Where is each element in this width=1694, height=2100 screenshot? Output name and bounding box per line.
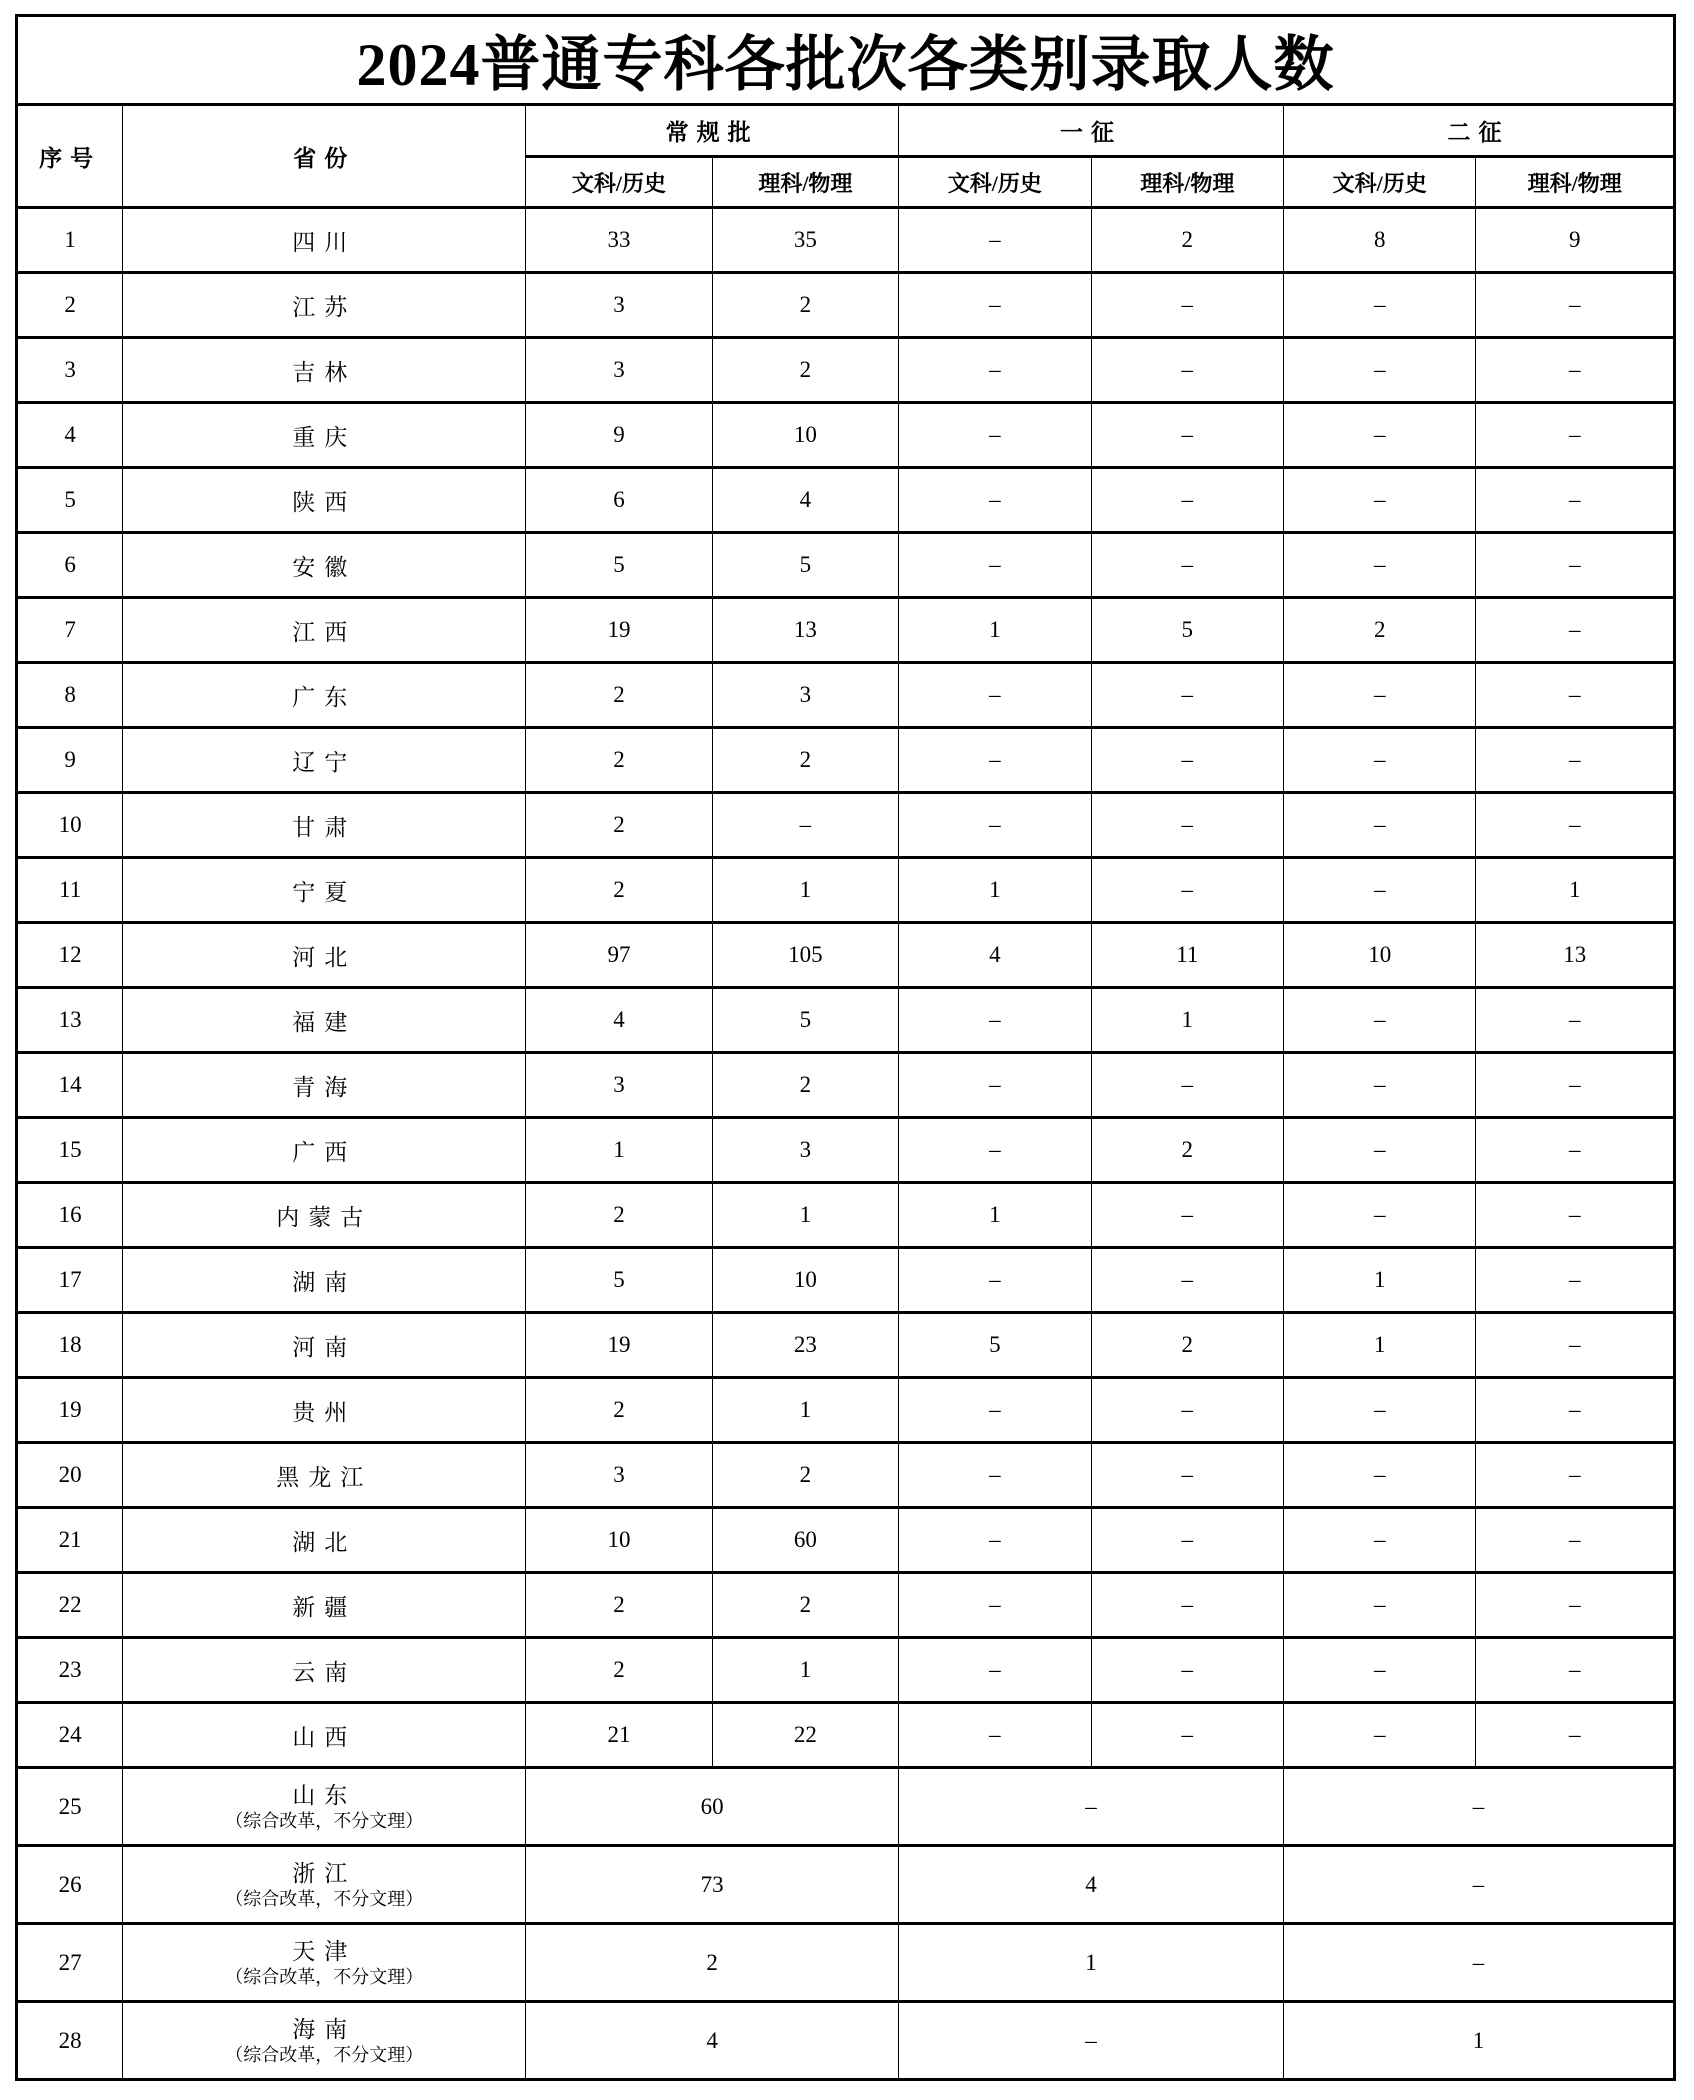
value-cell: 1 [1091,988,1283,1053]
value-cell: – [899,403,1091,468]
value-cell: 2 [1091,1118,1283,1183]
value-cell: 2 [526,728,712,793]
value-cell: – [1284,533,1476,598]
value-cell: – [1476,468,1675,533]
value-cell: – [899,793,1091,858]
province-name: 河北 [123,923,526,988]
value-cell: 11 [1091,923,1283,988]
value-cell: 5 [1091,598,1283,663]
table-row [17,988,1675,1053]
value-cell: 1 [1476,858,1675,923]
value-cell: – [1091,1443,1283,1508]
province-name: 安徽 [123,533,526,598]
value-cell: 2 [526,1378,712,1443]
value-cell: 6 [526,468,712,533]
value-cell: – [1091,1573,1283,1638]
value-cell: 2 [712,273,898,338]
value-cell: 1 [712,1378,898,1443]
value-cell: 10 [1284,923,1476,988]
value-cell: 3 [526,338,712,403]
province-cell [123,2002,526,2080]
value-cell: – [899,1378,1091,1443]
value-cell: – [1091,403,1283,468]
province-note: （综合改革，不分文理） [225,2044,424,2065]
value-cell: 5 [712,988,898,1053]
row-index: 4 [17,403,123,468]
value-cell: – [899,988,1091,1053]
value-cell: 1 [1284,2002,1675,2080]
province-name: 河南 [123,1313,526,1378]
value-cell: 1 [526,1118,712,1183]
table-row [17,1313,1675,1378]
province-name: 山东 [292,1782,357,1808]
province-name: 内蒙古 [123,1183,526,1248]
value-cell: – [1091,1508,1283,1573]
value-cell: – [712,793,898,858]
value-cell: 2 [1284,598,1476,663]
value-cell: 2 [1091,208,1283,273]
value-cell: 60 [526,1768,899,1846]
table-row [17,793,1675,858]
value-cell: – [1476,1313,1675,1378]
row-index: 15 [17,1118,123,1183]
value-cell: – [1476,273,1675,338]
row-index: 8 [17,663,123,728]
page-title: 2024普通专科各批次各类别录取人数 [17,16,1675,105]
province-name: 陕西 [123,468,526,533]
value-cell: – [1284,338,1476,403]
value-cell: – [1476,793,1675,858]
value-cell: – [1284,1053,1476,1118]
row-index: 14 [17,1053,123,1118]
table-row [17,273,1675,338]
value-cell: – [1284,1638,1476,1703]
header-group-row [17,105,1675,157]
value-cell: – [1091,663,1283,728]
value-cell: 4 [899,1846,1284,1924]
table-row [17,1053,1675,1118]
province-name: 青海 [123,1053,526,1118]
value-cell: – [1284,1768,1675,1846]
value-cell: 1 [712,1638,898,1703]
column-header-regular-science: 理科/物理 [712,157,898,208]
value-cell: – [1476,403,1675,468]
table-row [17,858,1675,923]
province-name: 浙江 [292,1860,357,1886]
column-header-second-arts: 文科/历史 [1284,157,1476,208]
province-name: 广东 [123,663,526,728]
province-note: （综合改革，不分文理） [225,1888,424,1909]
province-name: 黑龙江 [123,1443,526,1508]
province-name: 甘肃 [123,793,526,858]
value-cell: – [1284,1703,1476,1768]
value-cell: 1 [712,1183,898,1248]
row-index: 25 [17,1768,123,1846]
value-cell: 1 [1284,1313,1476,1378]
row-index: 6 [17,533,123,598]
column-group-first-solicitation: 一征 [899,105,1284,157]
row-index: 12 [17,923,123,988]
value-cell: – [1284,1183,1476,1248]
row-index: 18 [17,1313,123,1378]
value-cell: 35 [712,208,898,273]
value-cell: – [899,1053,1091,1118]
value-cell: – [1476,728,1675,793]
province-name: 云南 [123,1638,526,1703]
row-index: 16 [17,1183,123,1248]
value-cell: 1 [899,598,1091,663]
value-cell: – [1091,338,1283,403]
value-cell: – [899,728,1091,793]
column-group-regular-batch: 常规批 [526,105,899,157]
value-cell: – [1284,1924,1675,2002]
row-index: 19 [17,1378,123,1443]
value-cell: – [1476,1118,1675,1183]
value-cell: 1 [899,858,1091,923]
value-cell: – [899,1703,1091,1768]
value-cell: – [1091,858,1283,923]
value-cell: – [1284,793,1476,858]
value-cell: – [1091,1638,1283,1703]
value-cell: – [899,2002,1284,2080]
value-cell: – [1476,1508,1675,1573]
value-cell: – [1284,663,1476,728]
province-name: 江苏 [123,273,526,338]
value-cell: 97 [526,923,712,988]
value-cell: 2 [1091,1313,1283,1378]
value-cell: 2 [712,338,898,403]
value-cell: 3 [526,1443,712,1508]
row-index: 13 [17,988,123,1053]
value-cell: – [1284,728,1476,793]
value-cell: – [1476,1573,1675,1638]
row-index: 3 [17,338,123,403]
value-cell: 2 [526,1924,899,2002]
table-row [17,1183,1675,1248]
value-cell: – [1476,1443,1675,1508]
value-cell: – [1284,1508,1476,1573]
title-row [17,16,1675,105]
value-cell: – [1476,1703,1675,1768]
value-cell: 73 [526,1846,899,1924]
value-cell: 5 [526,1248,712,1313]
value-cell: – [899,1573,1091,1638]
value-cell: – [1476,533,1675,598]
row-index: 26 [17,1846,123,1924]
value-cell: 2 [712,1443,898,1508]
value-cell: – [1091,273,1283,338]
value-cell: 23 [712,1313,898,1378]
province-cell [123,1924,526,2002]
province-name: 福建 [123,988,526,1053]
table-row-merged [17,1846,1675,1924]
row-index: 27 [17,1924,123,2002]
province-name: 湖南 [123,1248,526,1313]
value-cell: 105 [712,923,898,988]
province-name: 四川 [123,208,526,273]
value-cell: 10 [526,1508,712,1573]
province-name: 海南 [292,2016,357,2042]
province-name: 吉林 [123,338,526,403]
value-cell: 19 [526,1313,712,1378]
value-cell: 2 [712,1573,898,1638]
value-cell: 3 [526,273,712,338]
province-name: 辽宁 [123,728,526,793]
value-cell: 2 [526,858,712,923]
table-row [17,1638,1675,1703]
value-cell: 2 [526,1638,712,1703]
value-cell: 33 [526,208,712,273]
value-cell: 1 [1284,1248,1476,1313]
row-index: 2 [17,273,123,338]
value-cell: – [1284,858,1476,923]
value-cell: – [1284,1573,1476,1638]
table-row-merged [17,1924,1675,2002]
value-cell: – [899,1638,1091,1703]
value-cell: – [899,208,1091,273]
value-cell: – [1476,1248,1675,1313]
value-cell: – [1284,988,1476,1053]
table-row [17,1248,1675,1313]
province-cell [123,1846,526,1924]
value-cell: – [899,663,1091,728]
table-row-merged [17,2002,1675,2080]
row-index: 7 [17,598,123,663]
value-cell: 4 [526,2002,899,2080]
value-cell: 4 [899,923,1091,988]
value-cell: 19 [526,598,712,663]
value-cell: – [1091,1053,1283,1118]
table-row [17,1443,1675,1508]
value-cell: 13 [712,598,898,663]
table-row-merged [17,1768,1675,1846]
value-cell: 10 [712,1248,898,1313]
value-cell: 21 [526,1703,712,1768]
province-name: 湖北 [123,1508,526,1573]
value-cell: 2 [526,1183,712,1248]
value-cell: – [1284,1443,1476,1508]
value-cell: 4 [526,988,712,1053]
table-row [17,403,1675,468]
value-cell: – [1476,338,1675,403]
table-row [17,1508,1675,1573]
table-row [17,338,1675,403]
value-cell: – [1091,1703,1283,1768]
province-name: 宁夏 [123,858,526,923]
value-cell: – [899,533,1091,598]
table-row [17,1703,1675,1768]
value-cell: – [899,1118,1091,1183]
value-cell: – [1284,273,1476,338]
table-row [17,1378,1675,1443]
value-cell: 9 [1476,208,1675,273]
province-name: 贵州 [123,1378,526,1443]
value-cell: – [899,1768,1284,1846]
value-cell: 2 [712,728,898,793]
table-body [17,208,1675,2080]
row-index: 20 [17,1443,123,1508]
value-cell: – [899,1508,1091,1573]
table-row [17,663,1675,728]
value-cell: – [1091,793,1283,858]
column-group-second-solicitation: 二征 [1284,105,1675,157]
province-name: 天津 [292,1938,357,1964]
value-cell: 1 [899,1183,1091,1248]
value-cell: 2 [526,793,712,858]
value-cell: 1 [899,1924,1284,2002]
value-cell: 5 [899,1313,1091,1378]
value-cell: 3 [712,663,898,728]
value-cell: 10 [712,403,898,468]
value-cell: 22 [712,1703,898,1768]
value-cell: – [899,468,1091,533]
value-cell: – [899,1248,1091,1313]
value-cell: – [899,338,1091,403]
table-row [17,728,1675,793]
value-cell: – [1091,1378,1283,1443]
value-cell: 2 [526,663,712,728]
table-row [17,1118,1675,1183]
row-index: 24 [17,1703,123,1768]
column-header-regular-arts: 文科/历史 [526,157,712,208]
value-cell: 3 [526,1053,712,1118]
value-cell: – [1284,1118,1476,1183]
value-cell: 9 [526,403,712,468]
province-name: 重庆 [123,403,526,468]
row-index: 5 [17,468,123,533]
province-name: 新疆 [123,1573,526,1638]
value-cell: 60 [712,1508,898,1573]
province-name: 广西 [123,1118,526,1183]
province-cell [123,1768,526,1846]
row-index: 21 [17,1508,123,1573]
row-index: 23 [17,1638,123,1703]
value-cell: – [1476,663,1675,728]
row-index: 28 [17,2002,123,2080]
column-header-first-science: 理科/物理 [1091,157,1283,208]
row-index: 17 [17,1248,123,1313]
table-row [17,1573,1675,1638]
province-name: 江西 [123,598,526,663]
province-name: 山西 [123,1703,526,1768]
value-cell: 1 [712,858,898,923]
column-header-first-arts: 文科/历史 [899,157,1091,208]
table-row [17,598,1675,663]
table-row [17,923,1675,988]
value-cell: – [1091,728,1283,793]
value-cell: – [1476,1183,1675,1248]
row-index: 1 [17,208,123,273]
value-cell: 4 [712,468,898,533]
value-cell: – [1284,468,1476,533]
table-row [17,208,1675,273]
province-note: （综合改革，不分文理） [225,1966,424,1987]
column-header-index: 序号 [17,105,123,208]
value-cell: – [1476,598,1675,663]
province-note: （综合改革，不分文理） [225,1810,424,1831]
value-cell: – [899,1443,1091,1508]
value-cell: – [899,273,1091,338]
value-cell: – [1091,1248,1283,1313]
table-row [17,533,1675,598]
column-header-province: 省份 [123,105,526,208]
row-index: 10 [17,793,123,858]
value-cell: – [1476,988,1675,1053]
value-cell: – [1476,1378,1675,1443]
value-cell: 2 [712,1053,898,1118]
value-cell: – [1284,403,1476,468]
value-cell: – [1476,1053,1675,1118]
value-cell: – [1091,468,1283,533]
admissions-table [15,14,1676,2081]
value-cell: 2 [526,1573,712,1638]
value-cell: – [1091,533,1283,598]
value-cell: 13 [1476,923,1675,988]
value-cell: – [1476,1638,1675,1703]
value-cell: 3 [712,1118,898,1183]
row-index: 9 [17,728,123,793]
row-index: 11 [17,858,123,923]
row-index: 22 [17,1573,123,1638]
value-cell: 8 [1284,208,1476,273]
column-header-second-science: 理科/物理 [1476,157,1675,208]
value-cell: – [1284,1846,1675,1924]
value-cell: 5 [712,533,898,598]
table-row [17,468,1675,533]
value-cell: – [1284,1378,1476,1443]
value-cell: 5 [526,533,712,598]
value-cell: – [1091,1183,1283,1248]
